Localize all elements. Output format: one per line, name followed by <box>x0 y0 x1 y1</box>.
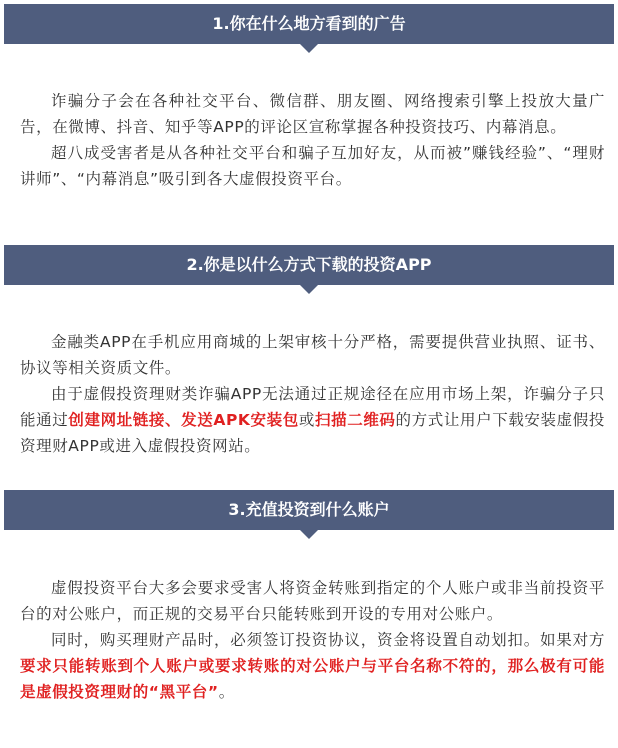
section-2-text-c: 的方式让用户下载安装虚假投资理财APP或进入虚假投资网站。 <box>20 411 605 455</box>
section-2-text-b: 或 <box>298 411 315 429</box>
section-2-header <box>4 245 614 285</box>
section-2-paragraph-2 <box>20 381 605 459</box>
section-3-header <box>4 490 614 530</box>
section-1-paragraph-1: 诈骗分子会在各种社交平台、微信群、朋友圈、网络搜索引擎上投放大量广告，在微博、抖音、知乎等APP的评论区宣称掌握各种投资技巧、内幕消息。 <box>20 92 605 136</box>
section-1-header <box>4 4 614 44</box>
highlight-scan-qr: 扫描二维码 <box>314 411 396 429</box>
section-3-paragraph-2 <box>20 627 605 705</box>
section-1-body <box>20 88 605 192</box>
header-pointer-triangle <box>300 285 318 294</box>
section-3-body <box>20 575 605 705</box>
section-1-title: 1.你在什么地方看到的广告 <box>212 14 406 33</box>
highlight-black-platform-warning: 要求只能转账到个人账户或要求转账的对公账户与平台名称不符的，那么极有可能是虚假投资理财的“黑平台” <box>20 657 605 701</box>
section-2-text-a: 由于虚假投资理财类诈骗APP无法通过正规途径在应用市场上架，诈骗分子只能通过 <box>20 385 605 429</box>
section-3-text-a: 同时，购买理财产品时，必须签订投资协议，资金将设置自动划扣。如果对方 <box>51 631 605 649</box>
section-2-paragraph-1: 金融类APP在手机应用商城的上架审核十分严格，需要提供营业执照、证书、协议等相关资质文件。 <box>20 333 605 377</box>
section-1-paragraph-2: 超八成受害者是从各种社交平台和骗子互加好友，从而被”赚钱经验”、“理财讲师”、“内幕消息”吸引到各大虚假投资平台。 <box>20 144 605 188</box>
header-pointer-triangle <box>300 530 318 539</box>
highlight-download-methods: 创建网址链接、发送APK安装包 <box>68 411 299 429</box>
section-3-text-b: 。 <box>218 683 235 701</box>
section-3-title: 3.充值投资到什么账户 <box>228 500 390 519</box>
section-2-body <box>20 329 605 459</box>
section-3-paragraph-1: 虚假投资平台大多会要求受害人将资金转账到指定的个人账户或非当前投资平台的对公账户，而正规的交易平台只能转账到开设的专用对公账户。 <box>20 579 605 623</box>
section-2-title: 2.你是以什么方式下载的投资APP <box>186 255 432 274</box>
header-pointer-triangle <box>300 44 318 53</box>
